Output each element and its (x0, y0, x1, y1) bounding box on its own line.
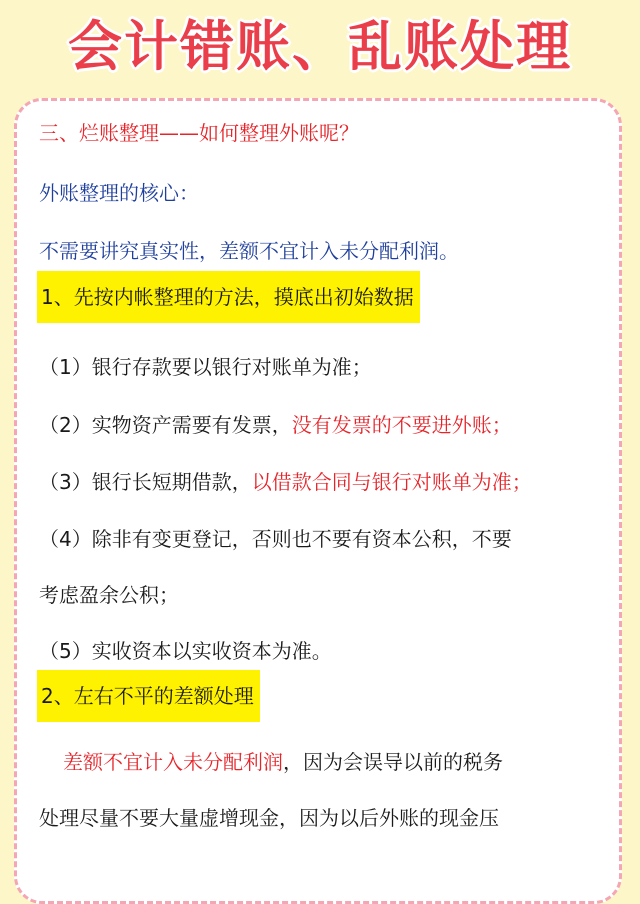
paragraph-text: ，因为会误导以前的税务 (283, 750, 503, 774)
paragraph-line-2: 处理尽量不要大量虚增现金，因为以后外账的现金压 (39, 806, 499, 830)
step2-heading-row (37, 670, 260, 722)
content-card (14, 98, 622, 904)
list-item-3 (39, 468, 532, 496)
list-item-4-line2: 考虑盈余公积； (39, 583, 179, 607)
list-item-2-text: （2）实物资产需要有发票， (39, 413, 292, 437)
core-text: 不需要讲究真实性，差额不宜计入未分配利润。 (39, 239, 459, 263)
paragraph-emphasis: 差额不宜计入未分配利润 (63, 750, 283, 774)
step1-heading: 1、先按内帐整理的方法，摸底出初始数据 (37, 271, 420, 323)
step1-heading-row (37, 271, 420, 323)
list-item-2-emphasis: 没有发票的不要进外账； (291, 413, 512, 437)
paragraph-line-1 (63, 748, 503, 776)
list-item-4-line1: （4）除非有变更登记，否则也不要有资本公积，不要 (39, 527, 512, 551)
page-title: 会计错账、乱账处理 (68, 15, 572, 78)
core-label: 外账整理的核心： (39, 181, 199, 205)
list-item-5: （5）实收资本以实收资本为准。 (39, 639, 332, 663)
list-item-3-emphasis: 以借款合同与银行对账单为准； (251, 470, 532, 494)
list-item-3-text: （3）银行长短期借款， (39, 470, 252, 494)
list-item-2 (39, 411, 512, 439)
section-heading: 三、烂账整理——如何整理外账呢？ (39, 121, 359, 145)
step2-heading: 2、左右不平的差额处理 (37, 670, 260, 722)
list-item-1: （1）银行存款要以银行对账单为准； (39, 355, 372, 379)
